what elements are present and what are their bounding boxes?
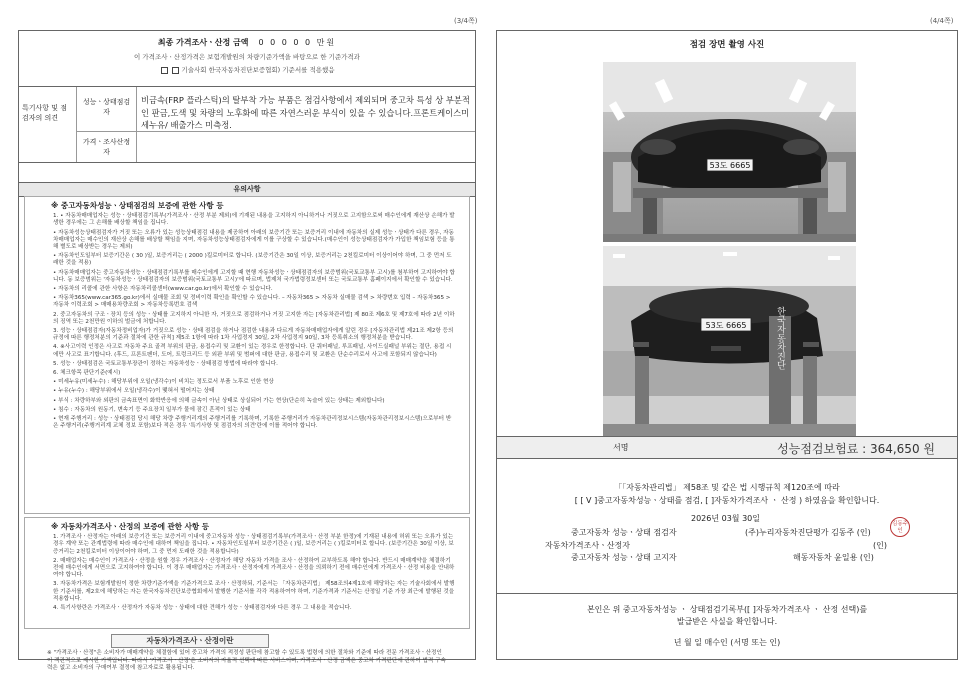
license-plate-rear: 53도 6665 <box>705 321 747 330</box>
right-page-number: (4/4쪽) <box>930 17 954 25</box>
notice-item: • 자동차매매업자는 중고자동차성능ㆍ상태점검기록부를 매수인에게 고지할 때 현행 자동차성능ㆍ상태점검자의 보증범위(국토교통부 고시)를 첨부하여 고지하여야 합니다. 동 보증범위는 '자동차성능ㆍ상태점검자의 보증범위(국토교통부 고시)'에 따르며, 법제처 국가법령정보센터 또는 국토교통부 홈페이지에서 확인할 수 있습니다. <box>53 269 455 283</box>
buyer-confirmation <box>497 593 957 660</box>
signer-name-2: (인) <box>873 541 887 550</box>
price-assessor-label: 가격ㆍ조사산정자 <box>77 132 137 162</box>
inspection-photo-front <box>603 62 856 242</box>
signer-role-1: 중고자동차 성능ㆍ상태 점검자 <box>571 528 677 537</box>
photo-section-title: 점검 장면 촬영 사진 <box>689 40 765 50</box>
notice-item: • 자동차365(www.car365.go.kr)에서 실매물 조회 및 정비이력 확인을 확인할 수 있습니다. – 자동차365 > 자동차 실매물 검색 > 차량번호 입력 – 자동차365 > 자동차 이력조회 > 매매용차량조회 > 자동차등록번호 검색 <box>53 295 451 309</box>
notice-item: • 누유(누수) : 해당부위에서 오일(냉각수)이 맺혀서 떨어지는 상태 <box>53 388 215 395</box>
price-definition-title: 자동차가격조사ㆍ산정이란 <box>111 634 269 648</box>
signer-name-3: 해동자동차 윤일용 (인) <box>793 553 874 562</box>
price-warranty-section-title: ※ 자동차가격조사ㆍ산정의 보증에 관한 사항 등 <box>51 522 210 531</box>
warranty-items <box>25 213 469 430</box>
warranty-section-title: ※ 중고자동차성능ㆍ상태점검의 보증에 관한 사항 등 <box>51 201 224 210</box>
notice-item: 6. 체크항목 판단기준(예시) <box>53 370 121 377</box>
perf-inspector-opinion: 비금속(FRP 플라스틱)의 탈부착 가능 부품은 점검사항에서 제외되며 중고차 특성 상 부분적인 판금,도색 및 차량의 노후화에 따른 자연스러운 부식이 있을 수 있습니다.프론트케이스미세누유/ 배출가스 미측정. <box>137 87 475 132</box>
wall-sign-text: 한국자동차진단 <box>775 306 785 370</box>
signature-row <box>497 436 957 459</box>
notice-item: • 침수 : 자동차의 원동기, 변속기 등 주요장치 일부가 물에 잠긴 흔적이 있는 상태 <box>53 406 251 413</box>
buyer-line-1: 본인은 위 중고자동차성능 ㆍ 상태점검기록부([ ]자동차가격조사 ㆍ 산정 선택)를 <box>586 605 868 614</box>
notice-header: 유의사항 <box>19 182 475 197</box>
notice-item: 4. ※사고이력 인정은 사고로 자동차 주요 골격 부위의 판금, 용접수리 및 교환이 있는 경우로 한정합니다. 단 쿼터패널, 루프패널, 사이드실패널 부위는 절단, 용접 시에만 사고로 표기합니다. (후드, 프론트펜더, 도어, 트렁크리드 등 외판 부위 및 범퍼에 대한 판금, 용접수리 및 교환은 단순수리로서 사고에 포함되지 않습니다) <box>53 344 452 358</box>
confirmation-line-1: 「「자동차관리법」 제58조 및 같은 법 시행규칙 제120조에 따라 <box>614 483 840 492</box>
license-plate-front: 53도 6665 <box>709 161 751 170</box>
basis-text: 이 가격조사ㆍ산정가격은 보험개발원의 차량기준가액을 바탕으로 한 기준가격과 <box>134 53 360 61</box>
price-header <box>19 31 475 77</box>
notice-item: • 미세누유(미세누수) : 해당부위에 오일(냉각수)이 비치는 정도로서 부품 노후로 인한 현상 <box>53 379 274 386</box>
notice-item: 5. 성능ㆍ상태점검은 국토교통부장관이 정하는 자동차성능ㆍ상태점검 방법에 따라야 합니다. <box>53 360 278 367</box>
price-title: 최종 가격조사ㆍ산정 금액 <box>157 38 249 47</box>
notice-item: 3. 자동차가격은 보험개발원이 정한 차량기준가액을 기준가격으로 조사ㆍ산정하되, 기준서는 「자동차관리법」 제58조의4제1호에 해당하는 자는 기술사회에서 발행한 기준서를, 제2호에 해당하는 자는 한국자동차진단보증협회에서 발행한 기준서를 각각 적용하여야 하며, 기준가격과 기준서는 산정일 기준 가장 최근에 발행된 것을 적용합니다. <box>53 581 455 602</box>
left-page <box>18 30 476 671</box>
insurance-fee: 성능점검보험료 : 364,650 원 <box>777 442 935 456</box>
notice-item: • 자동차의 리콜에 관한 사항은 자동차리콜센터(www.car.go.kr)에서 확인할 수 있습니다. <box>53 286 273 293</box>
seal-stamp: 김동주인 <box>890 517 910 537</box>
buyer-sign-line: 년 월 일 매수인 (서명 또는 인) <box>673 638 781 647</box>
signer-role-2: 자동차가격조사ㆍ산정자 <box>545 541 631 550</box>
right-page <box>496 30 958 660</box>
inspection-photo-rear <box>603 246 856 438</box>
notice-item: 1. 가격조사ㆍ산정자는 아래의 보증기간 또는 보증거리 이내에 중고자동차 성능ㆍ상태점검기록부(가격조사ㆍ산정 부분 한정)에 기재된 내용에 허위 또는 오류가 있는 경우 계약 또는 관계법령에 따라 매수인에 대하여 책임을 집니다. • 자동차인도일부터 보증기간은 ( )일, 보증거리는 ( )킬로미터로 합니다. (보증기간은 30일 이상, 보증거리는 2천킬로미터 이상이어야 하며, 그 중 먼저 도래한 것을 적용합니다) <box>53 534 454 555</box>
notice-item: • 자동차성능상태점검자가 거짓 또는 오류가 있는 성능상태점검 내용을 제공하여 아래의 보증기간 또는 보증거리 이내에 자동차의 실제 성능ㆍ상태가 다른 경우, 자동차매매업자는 매수인의 재산상 손해를 배상할 책임을 지며, 자동차성능상태점검자에게 이를 구상할 수 있습니다.(매수인이 성능상태점검자가 가입한 책임보험 등을 통해 별도로 배상받는 경우는 제외) <box>53 229 455 251</box>
inspection-date: 2026년 03월 30일 <box>691 514 760 523</box>
price-definition-text: ※ "가격조사ㆍ산정"은 소비자가 매매계약을 체결함에 있어 중고차 가격의 적정성 판단에 참고할 수 있도록 법령에 의한 절차와 기준에 따라 전문 가격조사ㆍ산정인이 객관적으로 제시한 가액입니다. 따라서 '가격조사ㆍ산정'은 소비자의 자율적 선택에 따른 서비스이며, 가격조사ㆍ산정 금액은 중고차 가격판단에 관하여 법적 구속력은 없고 소비자의 구매여부 결정에 참고자료로 활용됩니다. <box>47 650 446 671</box>
checkbox[interactable] <box>172 67 179 74</box>
notice-item: 2. 중고자동차의 구조ㆍ장치 등의 성능ㆍ상태를 고지하지 아니한 자, 거짓으로 점검하거나 거짓 고지한 자는 [자동차관리법] 제 80조 제6호 및 제7호에 따라 2년 이하의 징역 또는 2천만원 이하의 벌금에 처합니다. <box>53 311 455 325</box>
notice-item: • 현재 주행거리 : 성능ㆍ상태점검 당시 해당 차량 주행거리계의 주행거리를 기록하며, 기록한 주행거리가 자동차관리정보시스템(자동차관리정보시스템)으로부터 받은 주행거리(주행거리계 교체 정보 포함)보다 적은 경우 '특기사항 및 점검자의 의견'란에 이를 적어야 합니다. <box>53 416 452 430</box>
notice-item: • 부식 : 차량하부와 외판의 금속표면이 화학반응에 의해 금속이 아닌 상태로 상실되어 가는 현상(단순히 녹슬어 있는 상태는 제외합니다) <box>53 397 385 404</box>
warranty-section-box <box>24 196 470 514</box>
signature-label: 서명 <box>613 443 629 452</box>
notice-item: • 자동차인도일부터 보증기간은 ( 30 )일, 보증거리는 ( 2000 )킬로미터로 합니다. (보증기간은 30일 이상, 보증거리는 2천킬로미터 이상이어야 하며, 그 중 먼저 도래한 것을 적용) <box>53 253 452 267</box>
signer-role-3: 중고자동차 성능ㆍ상태 고지자 <box>571 553 677 562</box>
checkbox[interactable] <box>161 67 168 74</box>
notice-body <box>19 197 475 671</box>
confirmation-text <box>497 481 957 507</box>
special-notes-table <box>19 86 475 163</box>
signer-name-1: (주)누리자동차진단평가 김동주 (인) <box>745 528 871 537</box>
standard-text: 기술사회 한국자동차진단보증협회) 기준서를 적용했음 <box>181 66 335 74</box>
confirmation-line-2: [ [ V ]중고자동차성능ㆍ상태를 점검, [ ]자동차가격조사 ㆍ 산정 ) 하였음을 확인합니다. <box>574 496 880 505</box>
notice-item: 2. 매매업자는 매수인이 가격조사ㆍ산정을 원할 경우 가격조사ㆍ산정자가 해당 자동차 가격을 조사ㆍ산정하여 교부하도록 해야 합니다. 반드시 매매계약을 체결하기 전에 매수인에게 서면으로 고지하여야 합니다. 이 경우 매매업자는 가격조사ㆍ산정자에게 가격조사ㆍ산정을 의뢰하기 전에 매수인에게 가격조사ㆍ산정 비용을 안내하여야 합니다. <box>53 557 455 579</box>
perf-inspector-label: 성능ㆍ상태점검자 <box>77 87 137 132</box>
price-warranty-section-box <box>24 517 470 629</box>
notice-item: 1. • 자동차매매업자는 성능ㆍ상태점검기록부(가격조사ㆍ산정 부분 제외)에 기재된 내용을 고지하지 아니하거나 거짓으로 고지함으로써 매수인에게 재산상 손해가 발생한 경우에는 그 손해를 배상할 책임을 집니다. <box>53 213 455 227</box>
price-amount: 0 0 0 0 0 만원 <box>258 38 337 47</box>
price-assessor-opinion <box>137 132 475 162</box>
price-warranty-items <box>25 534 469 612</box>
buyer-line-2: 발급받은 사실을 확인합니다. <box>676 617 778 626</box>
notice-item: 3. 성능ㆍ상태점검자(자동차정비업자)가 거짓으로 성능ㆍ상태 점검을 하거나 점검한 내용과 다르게 자동차매매업자에게 알린 경우 [자동차관리법 제21조 제2항 등의 규정에 따른 행정처분의 기준과 절차에 관한 규칙] 제5조 1항에 따라 1차 사업정지 30일, 2차 사업정지 90일, 3차 등록취소의 행정처분을 받습니다. <box>53 328 454 342</box>
special-notes-label: 특기사항 및 점검자의 의견 <box>19 87 77 162</box>
left-page-number: (3/4쪽) <box>454 17 478 25</box>
notice-item: 4. 특기사항란은 가격조사ㆍ산정자가 자동차 성능ㆍ상태에 대한 견해가 성능ㆍ상태점검자와 다른 경우 그 내용을 적습니다. <box>53 605 352 612</box>
